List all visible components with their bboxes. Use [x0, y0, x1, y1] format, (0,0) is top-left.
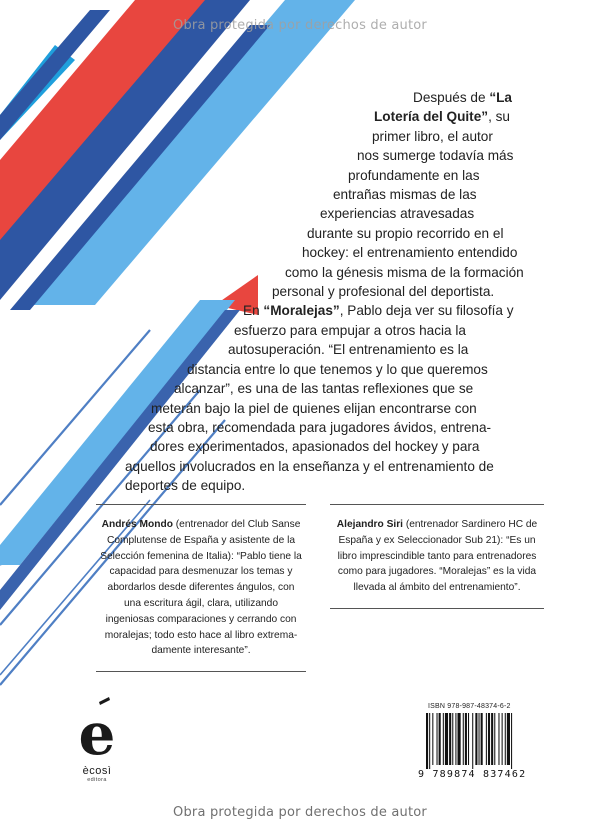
barcode-bar	[479, 713, 480, 765]
blurb-line-16: alcanzar”, es una de las tantas reflexiones que se	[174, 381, 474, 397]
blurb-line-6: entrañas mismas de las	[333, 187, 477, 203]
barcode-bar	[505, 713, 506, 765]
barcode-bars	[418, 713, 548, 771]
barcode-bar	[443, 713, 444, 765]
blurb-line-17: meterán bajo la piel de quienes elijan encontrarse con	[151, 400, 477, 416]
blurb-line-3: primer libro, el autor	[372, 128, 493, 144]
publisher-logo	[57, 696, 137, 783]
quote-right	[330, 504, 544, 609]
barcode-bar	[458, 713, 461, 765]
barcode-bar	[486, 713, 487, 765]
barcode-bar	[472, 713, 473, 769]
blurb-line-18: esta obra, recomendada para jugadores ávidos, entrena-	[148, 419, 492, 435]
blurb-line-4: nos sumerge todavía más	[357, 148, 514, 164]
barcode-bar	[494, 713, 495, 765]
blurb	[0, 88, 600, 496]
barcode-bar	[439, 713, 441, 765]
isbn-text: ISBN 978-987-48374-6-2	[428, 703, 511, 710]
blurb-line-9: hockey: el entrenamiento entendido	[302, 245, 518, 261]
blurb-line-2: Lotería del Quite”, su	[374, 109, 510, 125]
svg-text:e: e	[78, 700, 116, 758]
barcode-bar	[432, 713, 433, 765]
barcode-bar	[468, 713, 469, 765]
publisher-sub: editora	[87, 777, 107, 783]
barcode-bar	[445, 713, 448, 765]
barcode-bar	[491, 713, 493, 765]
barcode-bar	[455, 713, 456, 765]
quote-right-bottom-rule	[330, 608, 544, 609]
blurb-line-19: dores experimentados, apasionados del hockey y para	[150, 439, 480, 455]
blurb-line-13: esfuerzo para empujar a otros hacia la	[234, 322, 466, 338]
blurb-line-14: autosuperación. “El entrenamiento es la	[228, 342, 469, 358]
blurb-line-10: como la génesis misma de la formación	[285, 264, 524, 280]
blurb-line-1: Después de “La	[413, 90, 512, 105]
quote-left-text: Andrés Mondo (entrenador del Club Sanse Complutense de España y asistente de la Selección femenina de Italia): “Pablo tiene la capacidad para desmenuzar los temas y abordarlos desde diferentes ángulos, con una escritura ágil, clara, utilizando ingeniosas comparaciones y cerrando con moralejas; todo esto hace al libro extrema- damente interesante”.	[100, 519, 302, 657]
blurb-line-12: En “Moralejas”, Pablo deja ver su filosofía y	[243, 303, 514, 319]
quote-left	[96, 504, 306, 672]
barcode-bar	[465, 713, 467, 765]
barcode-bar	[475, 713, 477, 765]
quote-left-bottom-rule	[96, 671, 306, 672]
watermark-bottom: Obra protegida por derechos de autor	[173, 805, 427, 820]
quote-right-text: Alejandro Siri (entrenador Sardinero HC de España y ex Seleccionador Sub 21): “Es un libro imprescindible tanto para entrenadores como para jugadores. “Moralejas” es la vida llevada al ámbito del entrenamiento”.	[336, 519, 538, 594]
watermark-top: Obra protegida por derechos de autor	[173, 18, 427, 33]
blurb-line-7: experiencias atravesadas	[320, 206, 475, 222]
barcode-bar	[481, 713, 483, 765]
blurb-line-11: personal y profesional del deportista.	[272, 284, 495, 300]
barcode-bar	[437, 713, 438, 765]
barcode-bar	[463, 713, 464, 765]
barcode-bar	[449, 713, 451, 765]
publisher-name: ècosì	[82, 765, 112, 777]
blurb-line-8: durante su propio recorrido en el	[307, 225, 504, 241]
barcode-bar	[498, 713, 499, 765]
blurb-line-15: distancia entre lo que tenemos y lo que queremos	[187, 361, 488, 377]
blurb-line-20: aquellos involucrados en la enseñanza y el entrenamiento de	[125, 458, 494, 474]
blurb-line-21: deportes de equipo.	[125, 478, 246, 494]
publisher-mark-icon	[69, 696, 125, 758]
barcode-bar	[488, 713, 490, 765]
blurb-line-5: profundamente en las	[348, 167, 480, 183]
barcode-bar	[511, 713, 512, 769]
barcode-bar	[502, 713, 503, 765]
barcode-digits: 9 789874 837462	[418, 769, 527, 780]
barcode-bar	[426, 713, 428, 769]
barcode	[418, 703, 548, 783]
barcode-bar	[452, 713, 453, 765]
barcode-bar	[429, 713, 430, 769]
barcode-bar	[507, 713, 510, 765]
